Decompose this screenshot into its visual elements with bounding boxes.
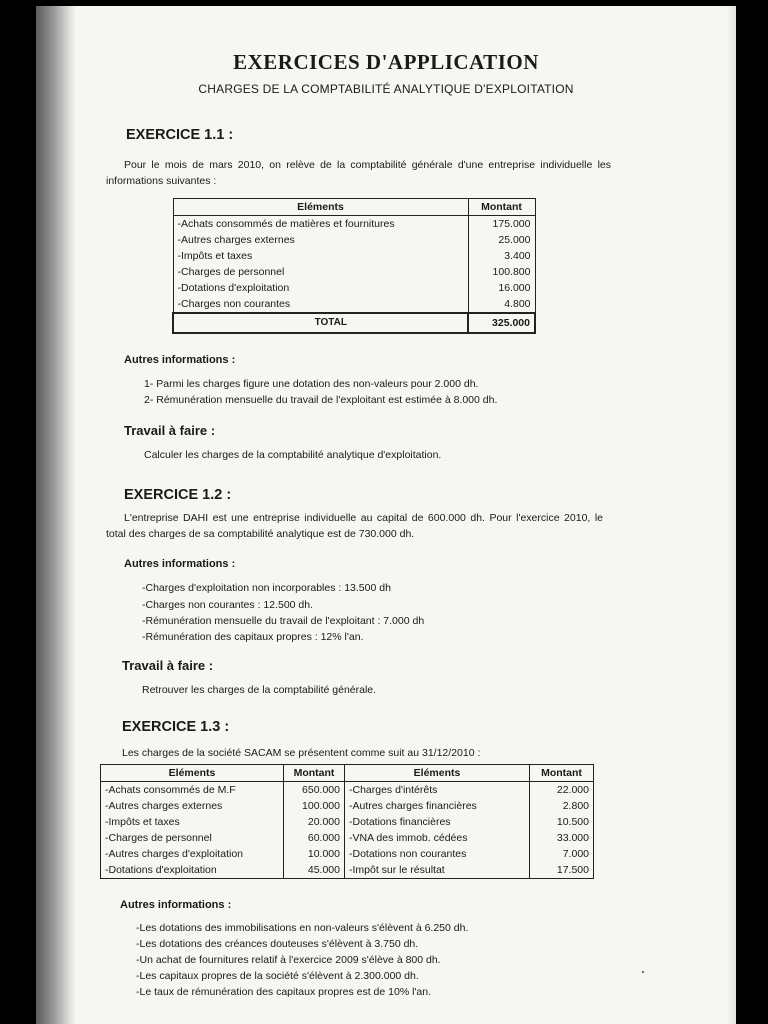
exercise-1-3-info-title: Autres informations : (120, 899, 232, 911)
exercise-1-2-info-2: -Charges non courantes : 12.500 dh. (142, 599, 314, 611)
table-row (101, 782, 594, 799)
table-cell: 175.000 (468, 216, 535, 233)
table-row (173, 248, 535, 264)
exercise-1-3-info-2: -Les dotations des créances douteuses s'élèvent à 3.750 dh. (136, 938, 419, 950)
table-cell: -Impôt sur le résultat (345, 862, 530, 879)
exercise-1-1-intro: Pour le mois de mars 2010, on relève de la comptabilité générale d'une entreprise individuelle les informations suivantes : (106, 159, 611, 187)
table-cell: 100.800 (468, 264, 535, 280)
exercise-1-2-task: Retrouver les charges de la comptabilité générale. (142, 684, 377, 696)
exercise-1-3-title: EXERCICE 1.3 : (122, 719, 230, 735)
table-cell: 20.000 (284, 814, 345, 830)
exercise-1-2-info-title: Autres informations : (124, 558, 236, 570)
exercise-1-1-info-1: 1- Parmi les charges figure une dotation des non-valeurs pour 2.000 dh. (144, 378, 479, 390)
table-cell: 22.000 (530, 782, 594, 799)
table-cell: -Charges d'intérêts (345, 782, 530, 799)
table-row (101, 862, 594, 879)
table-row (173, 280, 535, 296)
table-cell: -Autres charges externes (101, 798, 284, 814)
table-row (173, 216, 535, 233)
exercise-1-2-info-3: -Rémunération mensuelle du travail de l'exploitant : 7.000 dh (142, 615, 425, 627)
document-title: EXERCICES D'APPLICATION (233, 50, 539, 74)
table-cell: -Achats consommés de M.F (101, 782, 284, 799)
exercise-1-3-info-5: -Le taux de rémunération des capitaux propres est de 10% l'an. (136, 986, 432, 998)
table-cell: -Dotations non courantes (345, 846, 530, 862)
table-header-elements: Eléments (345, 765, 530, 782)
table-cell: -Charges de personnel (101, 830, 284, 846)
table-header-montant: Montant (284, 765, 345, 782)
table-cell: 7.000 (530, 846, 594, 862)
document-subtitle: CHARGES DE LA COMPTABILITÉ ANALYTIQUE D'EXPLOITATION (198, 82, 574, 96)
exercise-1-3-info-3: -Un achat de fournitures relatif à l'exercice 2009 s'élève à 800 dh. (136, 954, 441, 966)
exercise-1-1-table (172, 198, 536, 334)
table-cell: -VNA des immob. cédées (345, 830, 530, 846)
page-content (36, 6, 736, 1024)
exercise-1-1-task-title: Travail à faire : (124, 423, 216, 438)
table-total-row (173, 313, 535, 333)
exercise-1-1-info-2: 2- Rémunération mensuelle du travail de l'exploitant est estimée à 8.000 dh. (144, 394, 498, 406)
table-cell: 60.000 (284, 830, 345, 846)
exercise-1-2-task-title: Travail à faire : (122, 658, 214, 673)
exercise-1-3-info-1: -Les dotations des immobilisations en non-valeurs s'élèvent à 6.250 dh. (136, 922, 469, 934)
table-cell: -Autres charges financières (345, 798, 530, 814)
table-header-elements: Eléments (101, 765, 284, 782)
table-cell: 2.800 (530, 798, 594, 814)
table-cell: 25.000 (468, 232, 535, 248)
table-cell: -Charges non courantes (173, 296, 468, 313)
table-cell: 10.500 (530, 814, 594, 830)
exercise-1-1-title: EXERCICE 1.1 : (126, 127, 234, 143)
table-cell: 3.400 (468, 248, 535, 264)
table-cell: -Dotations financières (345, 814, 530, 830)
table-row (173, 296, 535, 313)
table-row (173, 264, 535, 280)
table-row (101, 846, 594, 862)
table-header-montant: Montant (468, 199, 535, 216)
table-cell: -Autres charges d'exploitation (101, 846, 284, 862)
exercise-1-2-title: EXERCICE 1.2 : (124, 487, 232, 503)
table-cell: 100.000 (284, 798, 345, 814)
table-cell: -Impôts et taxes (173, 248, 468, 264)
table-row (173, 232, 535, 248)
table-cell: 650.000 (284, 782, 345, 799)
table-cell: -Charges de personnel (173, 264, 468, 280)
exercise-1-1-task: Calculer les charges de la comptabilité analytique d'exploitation. (144, 449, 442, 461)
table-cell: 10.000 (284, 846, 345, 862)
total-value: 325.000 (468, 313, 535, 333)
table-cell: 45.000 (284, 862, 345, 879)
table-cell: -Autres charges externes (173, 232, 468, 248)
table-row (101, 798, 594, 814)
table-cell: 16.000 (468, 280, 535, 296)
table-row (101, 814, 594, 830)
table-cell: 4.800 (468, 296, 535, 313)
exercise-1-3-info-4: -Les capitaux propres de la société s'élèvent à 2.300.000 dh. (136, 970, 419, 982)
total-label: TOTAL (173, 313, 468, 333)
table-cell: -Dotations d'exploitation (173, 280, 468, 296)
document-page (36, 6, 736, 1024)
table-cell: -Achats consommés de matières et fournitures (173, 216, 468, 233)
exercise-1-2-intro: L'entreprise DAHI est une entreprise individuelle au capital de 600.000 dh. Pour l'exercice 2010, le total des charges de sa comptabilité analytique est de 730.000 dh. (106, 512, 603, 540)
table-header-montant: Montant (530, 765, 594, 782)
exercise-1-2-info-4: -Rémunération des capitaux propres : 12% l'an. (142, 631, 364, 643)
scan-speck (642, 971, 644, 973)
table-cell: 33.000 (530, 830, 594, 846)
exercise-1-3-table (100, 764, 594, 879)
exercise-1-2-info-1: -Charges d'exploitation non incorporables : 13.500 dh (142, 582, 391, 594)
exercise-1-1-info-title: Autres informations : (124, 354, 236, 366)
table-header-elements: Eléments (173, 199, 468, 216)
table-row (101, 830, 594, 846)
table-cell: 17.500 (530, 862, 594, 879)
table-cell: -Impôts et taxes (101, 814, 284, 830)
exercise-1-3-intro: Les charges de la société SACAM se présentent comme suit au 31/12/2010 : (122, 747, 481, 759)
table-cell: -Dotations d'exploitation (101, 862, 284, 879)
